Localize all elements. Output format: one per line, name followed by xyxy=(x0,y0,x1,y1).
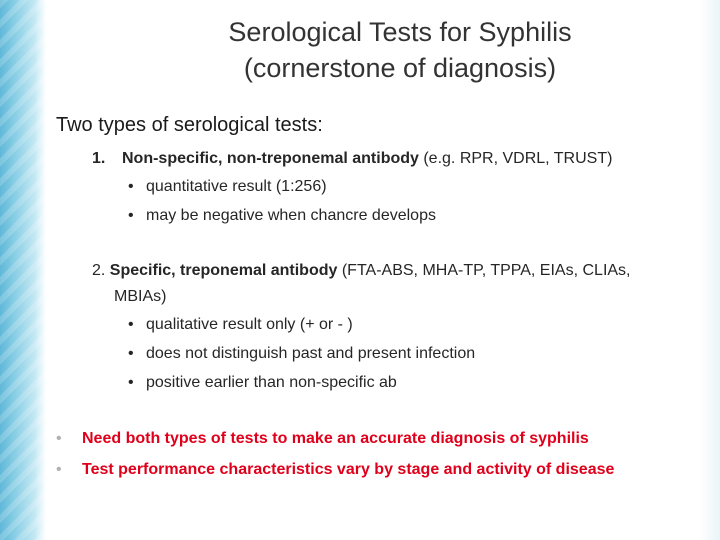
subpoint-text: positive earlier than non-specific ab xyxy=(146,374,397,391)
item-examples: (FTA-ABS, MHA-TP, TPPA, EIAs, CLIAs, xyxy=(337,262,631,279)
title-line-2: (cornerstone of diagnosis) xyxy=(243,53,557,83)
subpoint-text: may be negative when chancre develops xyxy=(146,207,436,224)
bullet-icon: • xyxy=(128,178,134,195)
left-band-texture xyxy=(0,0,46,540)
item-number: 2. xyxy=(92,262,106,279)
subpoint xyxy=(128,207,436,225)
bullet-icon: • xyxy=(128,374,134,391)
test-type-1 xyxy=(92,150,612,168)
right-decorative-band xyxy=(700,0,720,540)
item-bold-label: Specific, treponemal antibody xyxy=(109,262,338,279)
key-point xyxy=(56,430,614,461)
title-line-1: Serological Tests for Syphilis xyxy=(228,17,572,47)
intro-text: Two types of serological tests: xyxy=(56,114,323,136)
bullet-icon: • xyxy=(128,345,134,362)
bullet-icon: • xyxy=(56,430,62,447)
bullet-icon: • xyxy=(128,316,134,333)
item-bold-label: Non-specific, non-treponemal antibody xyxy=(122,150,419,167)
key-point-text: Test performance characteristics vary by stage and activity of disease xyxy=(82,461,615,478)
test-type-2 xyxy=(92,262,631,280)
bullet-icon: • xyxy=(128,207,134,224)
subpoint xyxy=(128,345,475,363)
slide-title xyxy=(120,14,680,86)
key-point-text: Need both types of tests to make an accurate diagnosis of syphilis xyxy=(82,430,589,447)
key-point xyxy=(56,461,614,492)
item-number: 1. xyxy=(92,150,106,167)
subpoint xyxy=(128,316,353,334)
key-points xyxy=(56,430,614,492)
bullet-icon: • xyxy=(56,461,62,478)
item-continuation: MBIAs) xyxy=(114,288,167,305)
item-examples: (e.g. RPR, VDRL, TRUST) xyxy=(418,150,613,167)
subpoint xyxy=(128,178,327,196)
subpoint-text: quantitative result (1:256) xyxy=(146,178,327,195)
subpoint-text: qualitative result only (+ or - ) xyxy=(146,316,353,333)
subpoint xyxy=(128,374,397,392)
subpoint-text: does not distinguish past and present infection xyxy=(146,345,476,362)
